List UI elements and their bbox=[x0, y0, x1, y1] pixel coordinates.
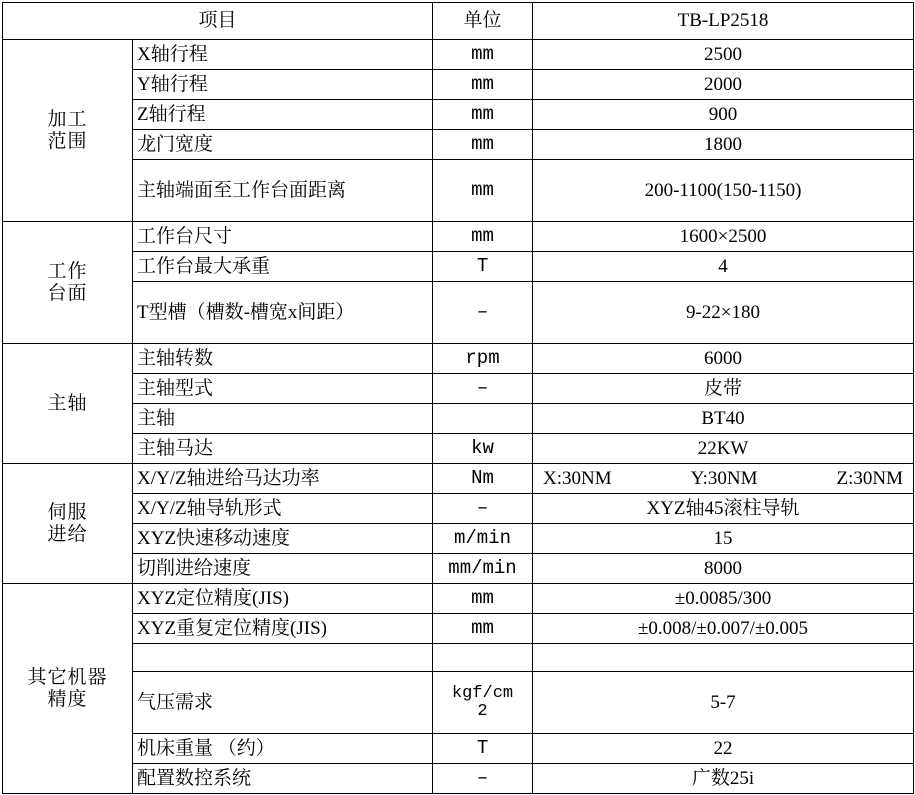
table-row-empty bbox=[3, 644, 914, 672]
row-value: 1600×2500 bbox=[533, 222, 914, 252]
row-item: 配置数控系统 bbox=[133, 764, 433, 794]
table-row bbox=[3, 464, 914, 494]
table-row bbox=[3, 70, 914, 100]
table-row bbox=[3, 734, 914, 764]
row-unit: m/min bbox=[433, 524, 533, 554]
row-value: BT40 bbox=[533, 404, 914, 434]
table-row bbox=[3, 614, 914, 644]
motor-power-y: Y:30NM bbox=[690, 467, 758, 489]
row-value: 15 bbox=[533, 524, 914, 554]
row-value: ±0.008/±0.007/±0.005 bbox=[533, 614, 914, 644]
row-unit: – bbox=[433, 494, 533, 524]
motor-power-x: X:30NM bbox=[543, 467, 612, 489]
row-item: 工作台尺寸 bbox=[133, 222, 433, 252]
row-value: 皮带 bbox=[533, 374, 914, 404]
row-value: 900 bbox=[533, 100, 914, 130]
table-row bbox=[3, 222, 914, 252]
table-row bbox=[3, 584, 914, 614]
row-item: XYZ重复定位精度(JIS) bbox=[133, 614, 433, 644]
table-row bbox=[3, 764, 914, 794]
table-row bbox=[3, 374, 914, 404]
row-item: 机床重量 （约） bbox=[133, 734, 433, 764]
row-unit: – bbox=[433, 764, 533, 794]
row-item: X轴行程 bbox=[133, 40, 433, 70]
row-unit: mm bbox=[433, 614, 533, 644]
row-item: 切削进给速度 bbox=[133, 554, 433, 584]
row-value: 6000 bbox=[533, 344, 914, 374]
row-unit: mm bbox=[433, 70, 533, 100]
row-unit bbox=[433, 644, 533, 672]
row-unit: mm bbox=[433, 222, 533, 252]
table-row bbox=[3, 160, 914, 222]
row-value: 200-1100(150-1150) bbox=[533, 160, 914, 222]
row-unit: – bbox=[433, 282, 533, 344]
row-item: 气压需求 bbox=[133, 672, 433, 734]
row-item: T型槽（槽数-槽宽x间距） bbox=[133, 282, 433, 344]
row-item: 主轴端面至工作台面距离 bbox=[133, 160, 433, 222]
row-unit bbox=[433, 404, 533, 434]
row-item: X/Y/Z轴进给马达功率 bbox=[133, 464, 433, 494]
table-row bbox=[3, 282, 914, 344]
row-value: ±0.0085/300 bbox=[533, 584, 914, 614]
row-unit: rpm bbox=[433, 344, 533, 374]
group-label-servo-feed: 伺服 进给 bbox=[3, 464, 133, 584]
row-value: 8000 bbox=[533, 554, 914, 584]
row-value: 1800 bbox=[533, 130, 914, 160]
group-label-spindle: 主轴 bbox=[3, 344, 133, 464]
row-value: 22KW bbox=[533, 434, 914, 464]
row-unit: mm bbox=[433, 584, 533, 614]
row-value: 2000 bbox=[533, 70, 914, 100]
row-unit: T bbox=[433, 734, 533, 764]
row-item: X/Y/Z轴导轨形式 bbox=[133, 494, 433, 524]
table-row bbox=[3, 40, 914, 70]
row-value: XYZ轴45滚柱导轨 bbox=[533, 494, 914, 524]
table-row bbox=[3, 130, 914, 160]
row-unit: mm bbox=[433, 40, 533, 70]
table-row bbox=[3, 524, 914, 554]
motor-power-z: Z:30NM bbox=[836, 467, 904, 489]
row-value: 2500 bbox=[533, 40, 914, 70]
header-unit: 单位 bbox=[433, 3, 533, 40]
row-unit: kw bbox=[433, 434, 533, 464]
table-row bbox=[3, 494, 914, 524]
row-item: 主轴 bbox=[133, 404, 433, 434]
row-item: XYZ定位精度(JIS) bbox=[133, 584, 433, 614]
row-value bbox=[533, 644, 914, 672]
row-value: 4 bbox=[533, 252, 914, 282]
row-item: 龙门宽度 bbox=[133, 130, 433, 160]
row-unit: Nm bbox=[433, 464, 533, 494]
row-unit: – bbox=[433, 374, 533, 404]
row-value: 5-7 bbox=[533, 672, 914, 734]
group-label-other-accuracy: 其它机器 精度 bbox=[3, 584, 133, 794]
row-item: 主轴转数 bbox=[133, 344, 433, 374]
row-value: 广数25i bbox=[533, 764, 914, 794]
unit-line-2: 2 bbox=[477, 701, 488, 721]
table-row bbox=[3, 672, 914, 734]
row-unit: mm bbox=[433, 100, 533, 130]
row-item: Y轴行程 bbox=[133, 70, 433, 100]
header-item: 项目 bbox=[3, 3, 433, 40]
row-value-motor-power bbox=[533, 464, 914, 494]
table-row bbox=[3, 344, 914, 374]
row-value: 9-22×180 bbox=[533, 282, 914, 344]
row-value: 22 bbox=[533, 734, 914, 764]
row-item: 主轴型式 bbox=[133, 374, 433, 404]
header-value: TB-LP2518 bbox=[533, 3, 914, 40]
table-row bbox=[3, 252, 914, 282]
table-header-row bbox=[3, 3, 914, 40]
table-row bbox=[3, 100, 914, 130]
group-label-machining-range: 加工 范围 bbox=[3, 40, 133, 222]
row-unit-pressure bbox=[433, 672, 533, 734]
row-item bbox=[133, 644, 433, 672]
group-label-worktable: 工作 台面 bbox=[3, 222, 133, 344]
unit-line-1: kgf/cm bbox=[451, 683, 514, 703]
row-unit: mm bbox=[433, 160, 533, 222]
row-item: XYZ快速移动速度 bbox=[133, 524, 433, 554]
table-row bbox=[3, 434, 914, 464]
row-unit: T bbox=[433, 252, 533, 282]
row-unit: mm/min bbox=[433, 554, 533, 584]
row-unit: mm bbox=[433, 130, 533, 160]
table-row bbox=[3, 404, 914, 434]
specification-table bbox=[2, 2, 914, 794]
row-item: 主轴马达 bbox=[133, 434, 433, 464]
row-item: 工作台最大承重 bbox=[133, 252, 433, 282]
table-row bbox=[3, 554, 914, 584]
row-item: Z轴行程 bbox=[133, 100, 433, 130]
